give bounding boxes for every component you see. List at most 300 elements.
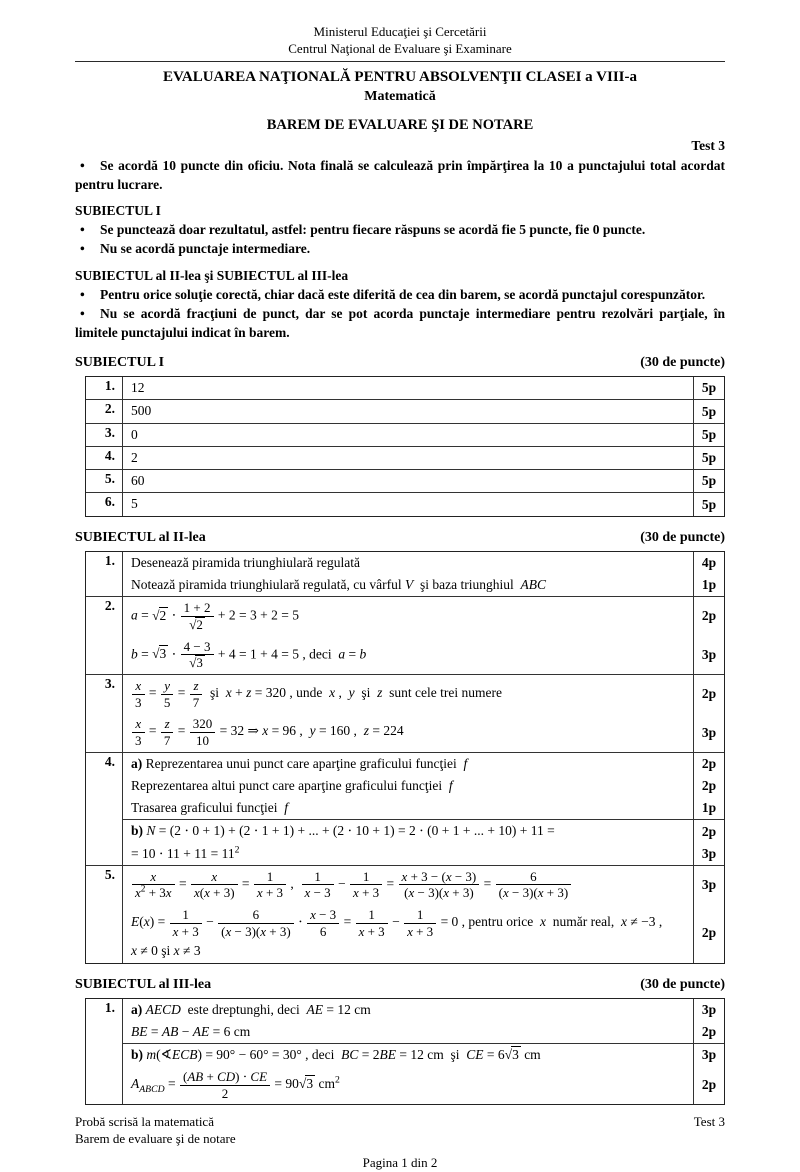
math-text: ⋅ [168,646,180,662]
solution-line [123,552,724,574]
denominator [399,885,480,901]
table-row [86,552,724,597]
denominator [132,695,145,711]
solution-line [123,999,724,1021]
math-text: − [334,876,350,892]
math-variable: x [135,885,141,901]
math-text: b) [131,1047,147,1062]
math-text: = 160 , [315,723,364,739]
math-text: + 3 [358,885,380,901]
row-number: 6. [86,493,123,515]
solution-content [123,999,693,1021]
math-text: = [480,876,495,892]
solution-line [123,400,724,422]
barem-title: BAREM DE EVALUARE ŞI DE NOTARE [266,116,534,133]
subject-title: Matematică [364,88,436,104]
row-number: 1. [86,552,123,597]
math-variable: x [204,885,210,901]
math-formula [131,844,685,864]
solution-block [123,493,724,515]
section-heading [75,977,725,993]
points-cell: 2p [693,820,724,842]
solution-line [123,843,724,865]
math-variable: x [135,716,142,732]
numerator [191,869,238,886]
math-text: 7 [163,733,171,749]
math-text: ( [139,914,144,930]
section-heading [75,530,725,546]
row-body [123,470,724,492]
math-text: ) ⋅ [235,1069,251,1085]
math-text: 3 [159,646,167,662]
math-text: − [388,914,404,930]
math-text: 3 [196,655,203,671]
row-number: 2. [86,597,123,674]
numerator [350,869,382,886]
math-text: ( [183,1069,188,1085]
math-variable: A [131,1076,140,1092]
footer-test: Test 3 [693,1114,725,1130]
math-text: 2 [159,607,167,623]
numerator [181,600,214,617]
math-variable: y [348,685,355,701]
math-formula [131,637,685,674]
radical-sign: √ [152,646,160,662]
math-variable: AECD [145,1001,181,1017]
instruction-bullet [75,220,725,239]
math-variable: ECB [171,1047,198,1062]
math-variable: x [443,885,450,901]
points-cell: 3p [693,999,724,1021]
instruction-text: Nu se acordă punctaje intermediare. [100,241,311,257]
fraction [180,1069,270,1101]
table-row [86,865,724,963]
math-variable: x [225,923,232,939]
math-variable: AE [306,1001,323,1017]
solution-line [123,1044,724,1066]
table-row [86,423,724,446]
section-points: (30 de puncte) [640,355,725,371]
math-text: 1 [182,907,189,923]
math-text: 2 [140,885,146,896]
math-variable: b [359,646,367,662]
denominator [190,733,216,749]
bullet-icon: • [80,286,85,302]
row-body [123,377,724,399]
math-variable: V [405,576,414,592]
math-variable: x [537,885,544,901]
instruction-bullet [75,304,725,342]
math-text: = [175,876,190,892]
numerator [302,869,334,886]
solution-content [123,1044,693,1066]
row-body [123,447,724,469]
math-text: 5 [131,496,138,512]
solution-content [123,493,693,515]
math-text: a) [131,755,146,771]
math-variable: x [353,885,359,901]
math-variable: BE [131,1023,148,1039]
math-text: cm [315,1076,335,1092]
points-cell: 2p [693,904,724,962]
math-text: 6 [530,868,537,884]
solution-line [123,493,724,515]
solution-content [123,866,693,904]
fraction [132,869,175,901]
fraction [302,869,334,901]
numerator [170,907,202,924]
math-text: 1 [368,907,375,923]
radical-sign: √ [298,1076,307,1092]
row-body [123,753,724,865]
math-variable: f [284,800,288,816]
math-text: ABCD [139,1084,165,1096]
math-text: este dreptunghi, deci [180,1001,307,1017]
radical [152,606,168,626]
denominator [132,733,145,749]
denominator [181,655,214,671]
math-formula [131,553,685,573]
test-number: Test 3 [691,137,725,153]
denominator [170,924,202,940]
points-cell: 3p [693,866,724,904]
math-formula [131,425,685,445]
math-variable: AE [192,1023,210,1039]
math-variable: BC [341,1047,359,1062]
math-variable: x [621,914,627,930]
fraction [132,678,145,710]
math-text: = [137,646,153,662]
math-variable: x [143,914,150,930]
solution-content [123,775,693,797]
math-variable: x [502,885,509,901]
row-number: 3. [86,424,123,446]
radicand [159,607,169,624]
math-text: = [340,914,355,930]
math-text: ≠ 0 şi [137,943,174,959]
radicand [195,617,205,633]
center-line: Centrul Naţional de Evaluare şi Examinare [288,40,512,56]
solution-content [123,904,693,962]
math-text: − 3)( [414,885,444,901]
header-divider [75,61,725,62]
math-text: Reprezentarea altui punct care aparţine graficului funcţiei [131,777,449,793]
math-formula [131,1067,685,1103]
barem-table [85,998,725,1106]
math-text: 60 [131,473,145,489]
math-text: 1 [266,868,274,884]
math-text: + 3) [449,885,474,901]
math-formula [131,905,685,941]
solution-content [123,675,693,713]
solution-block [123,597,724,674]
math-variable: x [131,943,137,959]
math-text: ( [221,923,226,939]
math-text: ( [199,885,205,901]
math-text: + [203,1069,218,1085]
solution-block [123,447,724,469]
math-formula [131,754,685,774]
numerator [307,907,339,924]
solution-content [123,424,693,446]
math-variable: a [131,607,138,623]
math-formula [131,676,685,712]
math-text: 12 [131,380,145,396]
math-formula [131,598,685,635]
fraction [190,678,203,710]
math-text: 6 [319,923,327,939]
solution-line [123,470,724,492]
math-variable: x [310,907,316,923]
math-text: = (2 ⋅ 0 + 1) + (2 ⋅ 1 + 1) + ... + (2 ⋅ 10 + 1) = 2 ⋅ (0 + 1 + ... + 10) + 11 = [155,823,555,839]
solution-line [123,904,724,962]
numerator [190,678,203,695]
math-text: ⋅ [168,607,180,623]
fraction [404,907,436,939]
math-text: = 10 ⋅ 11 + 11 = 11 [131,845,235,861]
math-text: + 3) [266,923,291,939]
instruction-text: Se punctează doar rezultatul, astfel: pentru fiecare răspuns se acordă fie 5 puncte, fie 0 puncte. [100,222,646,238]
denominator [350,885,382,901]
row-body [123,493,724,515]
numerator [254,869,286,886]
points-cell: 2p [693,675,724,713]
solution-block [123,866,724,963]
ministry-line: Ministerul Educaţiei şi Cercetării [313,24,487,39]
solution-block [123,819,724,865]
math-variable: CE [466,1047,484,1062]
math-text: b) [131,823,147,839]
math-text: ≠ 3 [179,943,201,959]
numerator [496,869,572,886]
table-row [86,446,724,469]
math-formula [131,714,685,750]
bullet-icon: • [80,157,85,173]
math-text: + 3 − ( [407,868,446,884]
math-variable: z [363,723,369,739]
math-formula [131,575,685,595]
row-number: 5. [86,866,123,963]
row-body [123,866,724,963]
numerator [404,907,436,924]
solution-line [123,1066,724,1104]
math-variable: y [309,723,316,739]
solution-content [123,843,693,865]
bullet-icon: • [80,305,85,321]
math-variable: x [408,885,415,901]
math-text: şi [354,685,378,701]
math-text: = [145,685,160,701]
solution-line [123,597,724,636]
math-formula [131,821,685,841]
math-text: (∢ [156,1047,172,1062]
fraction [161,678,174,710]
math-variable: x [150,868,157,884]
math-formula [131,1000,685,1020]
numerator [161,678,174,695]
row-body [123,597,724,674]
instructions-heading [75,201,725,220]
math-text: = 12 cm şi [396,1047,467,1062]
document-footer [75,1114,725,1172]
math-formula [131,471,685,491]
numerator [180,1069,270,1086]
points-cell: 5p [693,470,724,492]
bullet-icon: • [80,222,85,238]
solution-content [123,470,693,492]
denominator [132,885,175,901]
section-points: (30 de puncte) [640,976,725,992]
row-number: 3. [86,675,123,751]
math-text: număr real, [546,914,621,930]
solution-content [123,636,693,675]
instruction-bullet [75,156,725,194]
solution-line [123,377,724,399]
math-variable: E [131,914,140,930]
math-formula [131,867,685,903]
math-text: = [345,646,360,662]
exam-title: EVALUAREA NAŢIONALĂ PENTRU ABSOLVENŢII CLASEI a VIII-a [162,68,638,85]
math-formula [131,448,685,468]
math-text: = [174,685,189,701]
solution-content [123,597,693,636]
math-variable: a [338,646,346,662]
math-variable: AB [187,1069,204,1085]
fraction [496,869,572,901]
math-text: 3 [135,694,142,710]
math-text: 3 [135,733,142,749]
points-cell: 1p [693,797,724,819]
math-text: − 3 [310,885,331,901]
math-text: + 4 = 1 + 4 = 5 , deci [214,646,339,662]
math-variable: x [172,923,179,939]
math-variable: x [262,723,269,739]
radical [505,1045,521,1065]
math-variable: x [193,885,200,901]
denominator [218,924,294,940]
radical-sign: √ [189,655,197,671]
math-variable: x [173,943,180,959]
solution-line [123,675,724,713]
instruction-text: Nu se acordă fracţiuni de punct, dar se pot acorda punctaje intermediare pentru rezolvări parţiale, în limitele punctajului indicat în barem. [75,305,725,341]
math-variable: x [445,868,452,884]
math-variable: x [540,914,547,930]
row-number: 1. [86,999,123,1105]
barem-table [85,376,725,517]
fraction [356,907,388,939]
radicand [511,1046,521,1063]
math-text: 320 [192,716,213,732]
math-text: Notează piramida triunghiulară regulată, cu vârful [131,576,406,592]
solution-content [123,753,693,775]
math-variable: z [377,685,383,701]
math-text: = 96 , [268,723,310,739]
numerator [161,716,174,733]
row-body [123,552,724,597]
math-formula [131,401,685,421]
solution-line [123,713,724,751]
math-text: + 3 [364,923,385,939]
math-text: = [145,723,160,739]
points-cell: 5p [693,400,724,422]
solution-block [123,999,724,1044]
page-indicator: Pagina 1 din 2 [362,1155,438,1171]
math-text: = 12 cm [322,1001,371,1017]
points-cell: 4p [693,552,724,574]
row-number: 5. [86,470,123,492]
solution-line [123,424,724,446]
points-cell: 3p [693,843,724,865]
table-row [86,377,724,399]
document-header [75,24,725,58]
solution-block [123,552,724,597]
solution-content [123,713,693,751]
math-text: 0 [131,426,138,442]
math-text: a) [131,1001,146,1017]
instruction-bullet [75,285,725,304]
points-cell: 2p [693,753,724,775]
math-text: − [178,1023,193,1039]
denominator [254,885,286,901]
solution-content [123,797,693,819]
section-title: SUBIECTUL al III-lea [75,976,212,992]
solution-block [123,470,724,492]
math-formula [131,1045,685,1065]
math-variable: z [164,716,170,732]
row-body [123,999,724,1105]
math-variable: x [165,885,172,901]
radical [189,655,205,671]
denominator [496,885,572,901]
math-formula [131,776,685,796]
solution-block [123,377,724,399]
math-text: = [383,876,398,892]
points-cell: 5p [693,377,724,399]
fraction [132,716,145,748]
section-points: (30 de puncte) [640,529,725,545]
numerator [132,869,175,886]
math-formula [131,378,685,398]
denominator [191,885,238,901]
solution-content [123,377,693,399]
instruction-text: Pentru orice soluţie corectă, chiar dacă este diferită de cea din barem, se acordă punctajul corespunzător. [100,286,706,302]
math-text: , [335,685,349,701]
math-text: − 3)( [508,885,538,901]
fraction [190,716,216,748]
math-variable: m [146,1047,157,1062]
math-text: 2 [196,616,203,632]
instruction-text: SUBIECTUL I [75,203,161,219]
math-text: = 224 [368,723,404,739]
denominator [180,1086,270,1102]
math-text: 7 [192,694,200,710]
math-variable: f [463,755,468,771]
denominator [190,695,203,711]
section-title: SUBIECTUL I [75,355,165,371]
math-text: 2 [131,449,138,465]
solution-line [123,447,724,469]
math-variable: b [131,646,138,662]
math-variable: CD [217,1069,236,1085]
math-text: 500 [131,403,152,419]
math-text: + 3 [145,885,166,901]
points-cell: 3p [693,1044,724,1066]
math-variable: f [448,777,453,793]
math-variable: N [146,823,156,839]
math-text: sunt cele trei numere [382,685,502,701]
radicand [195,655,205,671]
radicand [305,1075,315,1092]
